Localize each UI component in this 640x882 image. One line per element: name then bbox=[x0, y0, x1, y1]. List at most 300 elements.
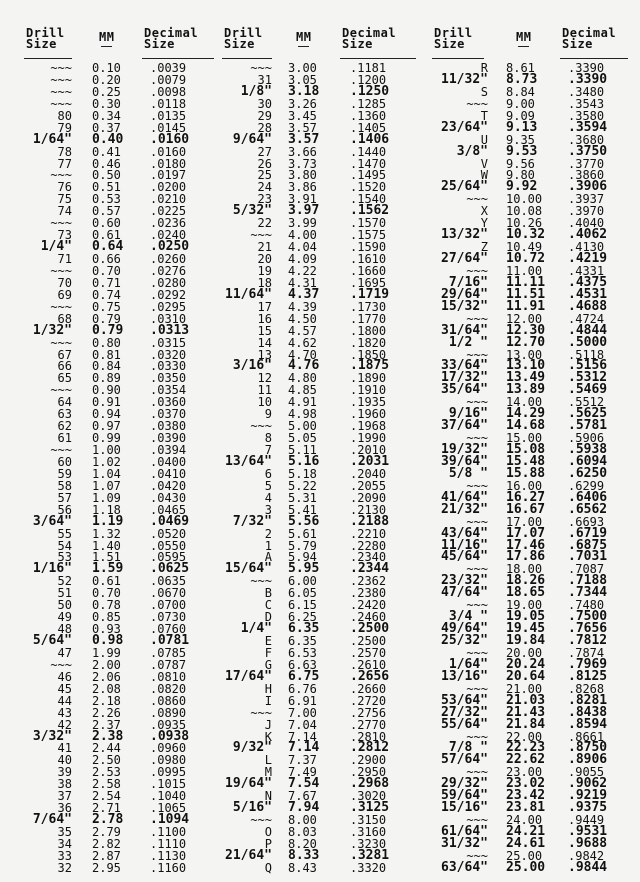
drill-size-cell: L bbox=[264, 753, 272, 768]
decimal-cell: .1770 bbox=[350, 311, 387, 326]
decimal-cell: .0079 bbox=[150, 72, 187, 87]
decimal-cell: .3230 bbox=[350, 836, 387, 851]
mm-cell: 2.58 bbox=[92, 777, 121, 792]
table-row bbox=[432, 143, 628, 159]
mm-cell: 17.07 bbox=[506, 525, 546, 541]
decimal-cell: .5118 bbox=[568, 347, 605, 362]
drill-size-cell: 40 bbox=[57, 753, 72, 768]
table-row bbox=[222, 420, 418, 432]
decimal-cell: .2031 bbox=[350, 453, 390, 469]
header-mm: MM bbox=[99, 30, 115, 44]
table-row bbox=[222, 253, 418, 265]
drill-size-cell: 12 bbox=[257, 371, 272, 386]
mm-cell: 1.09 bbox=[92, 490, 121, 505]
mm-cell: 5.61 bbox=[288, 526, 317, 541]
header-rule bbox=[222, 58, 272, 59]
drill-size-cell: 48 bbox=[57, 622, 72, 637]
decimal-cell: .8661 bbox=[568, 729, 605, 744]
decimal-cell: .3937 bbox=[568, 192, 605, 207]
drill-size-cell: 44 bbox=[57, 693, 72, 708]
mm-cell: 4.62 bbox=[288, 335, 317, 350]
mm-cell: 23.81 bbox=[506, 800, 546, 816]
drill-size-cell: 3/64" bbox=[32, 513, 72, 529]
mm-cell: 10.32 bbox=[506, 227, 546, 243]
drill-size-cell: 15 bbox=[257, 323, 272, 338]
mm-cell: 21.84 bbox=[506, 716, 546, 732]
decimal-cell: .5312 bbox=[568, 370, 608, 386]
mm-cell: 20.24 bbox=[506, 656, 546, 672]
mm-cell: 3.57 bbox=[288, 131, 320, 147]
mm-cell: 0.60 bbox=[92, 216, 121, 231]
drill-size-cell: 57/64" bbox=[441, 752, 488, 768]
mm-cell: 0.97 bbox=[92, 419, 121, 434]
decimal-cell: .1968 bbox=[350, 419, 387, 434]
decimal-cell: .5000 bbox=[568, 334, 608, 350]
decimal-cell: .8438 bbox=[568, 704, 608, 720]
decimal-cell: .3390 bbox=[568, 71, 608, 87]
table-row bbox=[24, 492, 214, 504]
drill-size-cell: 59 bbox=[57, 466, 72, 481]
table-header bbox=[222, 28, 418, 62]
mm-cell: 9.13 bbox=[506, 119, 538, 135]
drill-size-cell: 18 bbox=[257, 275, 272, 290]
decimal-cell: .1890 bbox=[350, 371, 387, 386]
mm-cell: 2.53 bbox=[92, 765, 121, 780]
drill-size-cell: 43 bbox=[57, 705, 72, 720]
mm-cell: 8.00 bbox=[288, 813, 317, 828]
mm-cell: 15.08 bbox=[506, 442, 546, 457]
table-header bbox=[432, 28, 628, 62]
table-row bbox=[222, 131, 418, 147]
decimal-cell: .2660 bbox=[350, 681, 387, 696]
mm-cell: 4.70 bbox=[288, 347, 317, 362]
drill-size-cell: 11/32" bbox=[441, 71, 488, 87]
decimal-cell: .2362 bbox=[350, 574, 387, 589]
decimal-cell: .9449 bbox=[568, 813, 605, 828]
table-rows bbox=[222, 62, 418, 874]
decimal-cell: .2656 bbox=[350, 668, 390, 684]
decimal-cell: .3320 bbox=[350, 860, 387, 875]
decimal-cell: .2340 bbox=[350, 550, 387, 565]
drill-size-cell: ~~~ bbox=[466, 395, 488, 410]
drill-size-cell: 25 bbox=[257, 168, 272, 183]
decimal-cell: .7656 bbox=[568, 621, 608, 637]
mm-cell: 24.21 bbox=[506, 824, 546, 839]
drill-size-cell: W bbox=[480, 168, 488, 183]
drill-size-cell: 7/32" bbox=[232, 513, 272, 529]
drill-size-cell: 42 bbox=[57, 717, 72, 732]
drill-size-cell: 3/32" bbox=[32, 728, 72, 744]
drill-size-cell: 35 bbox=[57, 825, 72, 839]
mm-cell: 0.37 bbox=[92, 120, 121, 135]
drill-size-cell: 1/2 " bbox=[448, 334, 488, 350]
decimal-cell: .0135 bbox=[150, 108, 187, 123]
drill-size-cell: 45 bbox=[57, 681, 72, 696]
decimal-cell: .3390 bbox=[568, 61, 605, 75]
mm-cell: 12.00 bbox=[506, 311, 543, 326]
drill-size-cell: 43/64" bbox=[441, 525, 488, 541]
mm-cell: 0.10 bbox=[92, 61, 121, 75]
decimal-cell: .1695 bbox=[350, 275, 387, 290]
drill-size-cell: B bbox=[264, 586, 272, 601]
mm-cell: 23.00 bbox=[506, 765, 543, 780]
mm-cell: 4.00 bbox=[288, 228, 317, 243]
drill-size-cell: 5/32" bbox=[232, 203, 272, 219]
drill-size-cell: 14 bbox=[257, 335, 272, 350]
decimal-cell: .1540 bbox=[350, 192, 387, 207]
table-row bbox=[432, 298, 628, 314]
drill-size-cell: 7/16" bbox=[448, 274, 488, 290]
mm-cell: 9.80 bbox=[506, 168, 535, 183]
table-row bbox=[222, 468, 418, 480]
mm-cell: 2.37 bbox=[92, 717, 121, 732]
drill-size-cell: 41 bbox=[57, 741, 72, 756]
drill-size-cell: 5/16" bbox=[232, 800, 272, 816]
mm-cell: 18.65 bbox=[506, 585, 546, 601]
drill-size-cell: 25/32" bbox=[441, 633, 488, 648]
mm-cell: 0.79 bbox=[92, 322, 124, 338]
drill-size-cell: ~~~ bbox=[466, 478, 488, 493]
decimal-cell: .1850 bbox=[350, 347, 387, 362]
drill-size-cell: ~~~ bbox=[50, 72, 72, 87]
decimal-cell: .0465 bbox=[150, 502, 187, 517]
decimal-cell: .1910 bbox=[350, 383, 387, 398]
decimal-cell: .2720 bbox=[350, 693, 387, 708]
drill-size-cell: 53 bbox=[57, 550, 72, 565]
mm-cell: 8.33 bbox=[288, 847, 320, 863]
decimal-cell: .0595 bbox=[150, 550, 187, 565]
mm-cell: 1.04 bbox=[92, 466, 121, 481]
decimal-cell: .4331 bbox=[568, 263, 605, 278]
drill-size-cell: 21/32" bbox=[441, 501, 488, 517]
mm-cell: 3.45 bbox=[288, 108, 317, 123]
mm-cell: 0.53 bbox=[92, 192, 121, 207]
mm-cell: 15.88 bbox=[506, 465, 546, 481]
decimal-cell: .0350 bbox=[150, 371, 187, 386]
table-row bbox=[222, 265, 418, 277]
decimal-cell: .0313 bbox=[150, 322, 190, 338]
mm-cell: 0.79 bbox=[92, 311, 121, 326]
drill-size-cell: 64 bbox=[57, 395, 72, 410]
drill-size-cell: 46 bbox=[57, 669, 72, 684]
mm-cell: 0.46 bbox=[92, 156, 121, 171]
table-row bbox=[24, 322, 214, 338]
mm-cell: 4.91 bbox=[288, 395, 317, 410]
mm-cell: 0.61 bbox=[92, 228, 121, 243]
decimal-cell: .2610 bbox=[350, 657, 387, 672]
drill-size-cell: 33 bbox=[57, 848, 72, 863]
header-rule bbox=[340, 58, 416, 59]
drill-size-cell: 39 bbox=[57, 765, 72, 780]
decimal-cell: .0890 bbox=[150, 705, 187, 720]
decimal-cell: .8750 bbox=[568, 740, 608, 756]
mm-cell: 6.35 bbox=[288, 621, 320, 637]
drill-size-cell: P bbox=[264, 836, 272, 851]
mm-cell: 2.82 bbox=[92, 836, 121, 851]
drill-size-cell: M bbox=[264, 765, 272, 780]
mm-cell: 7.14 bbox=[288, 740, 320, 756]
drill-size-cell: 32 bbox=[57, 860, 72, 875]
mm-cell: 7.49 bbox=[288, 765, 317, 780]
decimal-cell: .1405 bbox=[350, 120, 387, 135]
decimal-cell: .0098 bbox=[150, 84, 187, 99]
decimal-cell: .0260 bbox=[150, 252, 187, 266]
mm-cell: 21.43 bbox=[506, 704, 546, 720]
drill-table-2 bbox=[222, 28, 418, 874]
drill-size-cell: 76 bbox=[57, 180, 72, 195]
drill-size-cell: 27 bbox=[257, 144, 272, 159]
mm-cell: 8.03 bbox=[288, 825, 317, 839]
drill-size-cell: 13/32" bbox=[441, 227, 488, 243]
decimal-cell: .0820 bbox=[150, 681, 187, 696]
table-row bbox=[222, 337, 418, 349]
drill-size-cell: 17/32" bbox=[441, 370, 488, 386]
drill-size-cell: 73 bbox=[57, 228, 72, 243]
decimal-cell: .0354 bbox=[150, 383, 187, 398]
decimal-cell: .2770 bbox=[350, 717, 387, 732]
decimal-cell: .7874 bbox=[568, 645, 605, 660]
mm-cell: 11.51 bbox=[506, 286, 546, 302]
drill-size-cell: 27/32" bbox=[441, 704, 488, 720]
drill-size-cell: 24 bbox=[257, 180, 272, 195]
decimal-cell: .0315 bbox=[150, 335, 187, 350]
decimal-cell: .1495 bbox=[350, 168, 387, 183]
mm-cell: 23.42 bbox=[506, 788, 546, 804]
drill-size-cell: 13/16" bbox=[441, 668, 488, 684]
mm-cell: 0.80 bbox=[92, 335, 121, 350]
table-row bbox=[222, 623, 418, 635]
drill-size-cell: ~~~ bbox=[50, 168, 72, 183]
drill-size-cell: 41/64" bbox=[441, 489, 488, 505]
table-row bbox=[24, 98, 214, 110]
decimal-cell: .1520 bbox=[350, 180, 387, 195]
drill-size-cell: 38 bbox=[57, 777, 72, 792]
drill-size-cell: 23 bbox=[257, 192, 272, 207]
drill-size-cell: 9/32" bbox=[232, 740, 272, 756]
mm-cell: 23.02 bbox=[506, 776, 546, 792]
mm-cell: 13.10 bbox=[506, 358, 546, 374]
drill-table-1 bbox=[24, 28, 214, 874]
table-row bbox=[432, 859, 628, 875]
decimal-cell: .2130 bbox=[350, 502, 387, 517]
decimal-cell: .1440 bbox=[350, 144, 387, 159]
decimal-cell: .2280 bbox=[350, 538, 387, 553]
drill-size-cell: 50 bbox=[57, 598, 72, 613]
decimal-cell: .3125 bbox=[350, 800, 390, 816]
decimal-cell: .3906 bbox=[568, 179, 608, 195]
drill-size-cell: E bbox=[264, 634, 272, 648]
decimal-cell: .6250 bbox=[568, 465, 608, 481]
decimal-cell: .4688 bbox=[568, 298, 608, 314]
decimal-cell: .9375 bbox=[568, 800, 608, 816]
drill-table-3 bbox=[432, 28, 628, 874]
table-row bbox=[222, 492, 418, 504]
decimal-cell: .5906 bbox=[568, 431, 605, 446]
mm-cell: 4.22 bbox=[288, 263, 317, 278]
mm-cell: 6.76 bbox=[288, 681, 317, 696]
mm-cell: 9.53 bbox=[506, 143, 538, 159]
decimal-cell: .4531 bbox=[568, 286, 608, 302]
mm-cell: 4.85 bbox=[288, 383, 317, 398]
drill-size-cell: ~~~ bbox=[466, 681, 488, 696]
table-row bbox=[222, 110, 418, 122]
mm-cell: 0.25 bbox=[92, 84, 121, 99]
decimal-cell: .0430 bbox=[150, 490, 187, 505]
table-row bbox=[222, 528, 418, 540]
decimal-cell: .8281 bbox=[568, 692, 608, 708]
decimal-cell: .4130 bbox=[568, 240, 605, 255]
decimal-cell: .9219 bbox=[568, 788, 608, 804]
decimal-cell: .4062 bbox=[568, 227, 608, 243]
drill-size-cell: ~~~ bbox=[466, 263, 488, 278]
header-drill-size: Drill Size bbox=[26, 26, 65, 51]
drill-size-cell: 55 bbox=[57, 526, 72, 541]
decimal-cell: .0320 bbox=[150, 347, 187, 362]
mm-cell: 1.02 bbox=[92, 454, 121, 469]
mm-cell: 7.14 bbox=[288, 729, 317, 744]
mm-cell: 6.25 bbox=[288, 610, 317, 625]
mm-cell: 3.97 bbox=[288, 203, 320, 219]
drill-size-cell: 27/64" bbox=[441, 251, 488, 266]
decimal-cell: .9531 bbox=[568, 824, 608, 839]
table-row bbox=[432, 501, 628, 517]
decimal-cell: .0469 bbox=[150, 513, 190, 529]
mm-cell: 0.93 bbox=[92, 622, 121, 637]
mm-cell: 0.91 bbox=[92, 395, 121, 410]
decimal-cell: .1094 bbox=[150, 812, 190, 828]
decimal-cell: .9062 bbox=[568, 776, 608, 792]
decimal-cell: .0250 bbox=[150, 239, 190, 255]
decimal-cell: .1065 bbox=[150, 801, 187, 816]
mm-cell: 3.26 bbox=[288, 96, 317, 111]
mm-cell: 2.18 bbox=[92, 693, 121, 708]
drill-size-cell: 1/8" bbox=[240, 83, 272, 99]
mm-cell: 9.92 bbox=[506, 179, 538, 195]
decimal-cell: .1250 bbox=[350, 83, 390, 99]
decimal-cell: .6719 bbox=[568, 525, 608, 541]
decimal-cell: .3860 bbox=[568, 168, 605, 183]
decimal-cell: .0330 bbox=[150, 359, 187, 374]
drill-size-cell: 15/16" bbox=[441, 800, 488, 816]
mm-cell: 0.85 bbox=[92, 610, 121, 625]
drill-size-cell: 63/64" bbox=[441, 859, 488, 875]
mm-cell: 0.74 bbox=[92, 287, 121, 302]
drill-size-cell: D bbox=[264, 610, 272, 625]
table-row bbox=[222, 480, 418, 492]
drill-size-cell: 66 bbox=[57, 359, 72, 374]
mm-cell: 4.09 bbox=[288, 252, 317, 266]
drill-size-cell: 9/16" bbox=[448, 406, 488, 422]
mm-cell: 22.62 bbox=[506, 752, 546, 768]
decimal-cell: .1360 bbox=[350, 108, 387, 123]
drill-size-cell: A bbox=[264, 550, 272, 565]
drill-size-cell: 9/64" bbox=[232, 131, 272, 147]
mm-cell: 11.11 bbox=[506, 274, 546, 290]
drill-size-cell: 17 bbox=[257, 299, 272, 314]
decimal-cell: .2500 bbox=[350, 621, 390, 637]
drill-size-cell: 20 bbox=[257, 252, 272, 266]
decimal-cell: .3543 bbox=[568, 96, 605, 111]
table-row bbox=[222, 432, 418, 444]
mm-cell: 4.76 bbox=[288, 358, 320, 374]
mm-cell: 0.70 bbox=[92, 586, 121, 601]
table-row bbox=[24, 301, 214, 313]
header-mm: MM bbox=[296, 30, 312, 44]
drill-size-cell: 70 bbox=[57, 275, 72, 290]
drill-size-cell: 31/32" bbox=[441, 835, 488, 851]
drill-size-cell: 3 bbox=[264, 502, 272, 517]
mm-cell: 8.73 bbox=[506, 71, 538, 87]
decimal-cell: .1935 bbox=[350, 395, 387, 410]
decimal-cell: .7812 bbox=[568, 633, 608, 648]
header-rule bbox=[560, 58, 628, 59]
drill-size-cell: 49/64" bbox=[441, 621, 488, 637]
drill-size-cell: ~~~ bbox=[250, 228, 272, 243]
drill-size-cell: 52 bbox=[57, 574, 72, 589]
drill-size-cell: U bbox=[480, 132, 488, 147]
decimal-cell: .0938 bbox=[150, 728, 190, 744]
decimal-cell: .1181 bbox=[350, 61, 387, 75]
mm-cell: 2.06 bbox=[92, 669, 121, 684]
decimal-cell: .3150 bbox=[350, 813, 387, 828]
mm-cell: 19.45 bbox=[506, 621, 546, 637]
drill-size-cell: 11/16" bbox=[441, 537, 488, 553]
mm-cell: 4.57 bbox=[288, 323, 317, 338]
decimal-cell: .0760 bbox=[150, 622, 187, 637]
mm-cell: 8.43 bbox=[288, 860, 317, 875]
drill-size-cell: 5/64" bbox=[32, 633, 72, 648]
drill-size-cell: ~~~ bbox=[50, 263, 72, 278]
decimal-cell: .2756 bbox=[350, 705, 387, 720]
decimal-cell: .2090 bbox=[350, 490, 387, 505]
drill-size-cell: 51 bbox=[57, 586, 72, 601]
mm-cell: 1.18 bbox=[92, 502, 121, 517]
mm-cell: 21.03 bbox=[506, 692, 546, 708]
table-row bbox=[222, 719, 418, 731]
table-row bbox=[24, 695, 214, 707]
table-row bbox=[222, 453, 418, 469]
drill-size-cell: 3/4 " bbox=[448, 609, 488, 625]
drill-size-cell: Z bbox=[480, 240, 488, 255]
drill-size-cell: 56 bbox=[57, 502, 72, 517]
mm-cell: 0.61 bbox=[92, 574, 121, 589]
table-row bbox=[24, 528, 214, 540]
decimal-cell: .0700 bbox=[150, 598, 187, 613]
decimal-cell: .1015 bbox=[150, 777, 187, 792]
decimal-cell: .0160 bbox=[150, 131, 190, 147]
decimal-cell: .0935 bbox=[150, 717, 187, 732]
drill-size-cell: 7 bbox=[264, 443, 272, 457]
mm-cell: 11.91 bbox=[506, 298, 546, 314]
drill-size-cell: 9 bbox=[264, 407, 272, 422]
drill-size-cell: ~~~ bbox=[50, 299, 72, 314]
mm-cell: 2.38 bbox=[92, 728, 124, 744]
table-row bbox=[222, 599, 418, 611]
decimal-cell: .2344 bbox=[350, 561, 390, 577]
decimal-cell: .8906 bbox=[568, 752, 608, 768]
drill-size-cell: 23/64" bbox=[441, 119, 488, 135]
decimal-cell: .1470 bbox=[350, 156, 387, 171]
decimal-cell: .1590 bbox=[350, 240, 387, 255]
mm-cell: 5.16 bbox=[288, 453, 320, 469]
decimal-cell: .3594 bbox=[568, 119, 608, 135]
decimal-cell: .3281 bbox=[350, 847, 390, 863]
mm-cell: 19.05 bbox=[506, 609, 546, 625]
mm-cell: 6.63 bbox=[288, 657, 317, 672]
table-row bbox=[222, 158, 418, 170]
drill-size-cell: 36 bbox=[57, 801, 72, 816]
drill-size-cell: ~~~ bbox=[466, 765, 488, 780]
